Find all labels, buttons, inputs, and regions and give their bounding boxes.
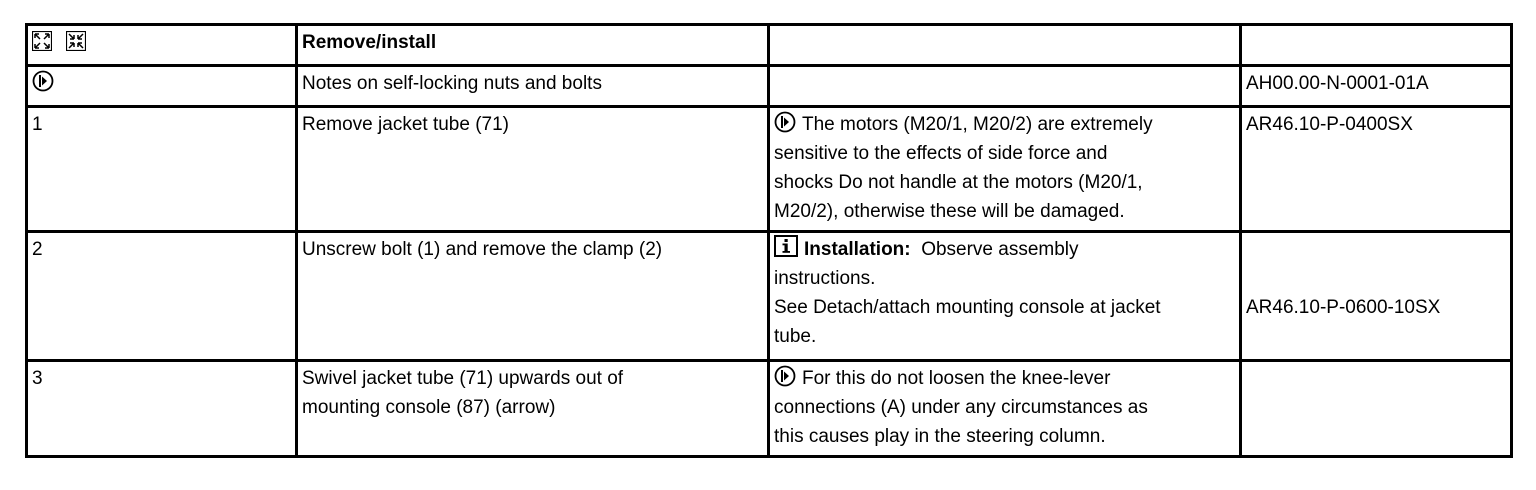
step-cell: [27, 66, 297, 107]
note-cell: [769, 66, 1241, 107]
note-label: Installation:: [804, 239, 911, 260]
reference-link[interactable]: AH00.00-N-0001-01A: [1241, 66, 1512, 107]
collapse-icon[interactable]: [66, 31, 86, 51]
action-cell: Remove jacket tube (71): [297, 107, 769, 232]
procedure-table: [25, 23, 1513, 458]
step-number: 2: [27, 232, 297, 361]
info-icon: [774, 235, 798, 257]
table-row: [27, 107, 1512, 232]
action-cell: Unscrew bolt (1) and remove the clamp (2): [297, 232, 769, 361]
note-arrow-icon: [32, 70, 54, 92]
note-line[interactable]: tube.: [774, 326, 817, 347]
step-number: 1: [27, 107, 297, 232]
note-line: sensitive to the effects of side force and: [774, 143, 1108, 164]
note-cell: [769, 361, 1241, 457]
table-row: [27, 66, 1512, 107]
table-row: [27, 232, 1512, 361]
header-notes-cell: [769, 25, 1241, 66]
action-cell: [297, 361, 769, 457]
step-number: 3: [27, 361, 297, 457]
note-line: shocks Do not handle at the motors (M20/1,: [774, 172, 1143, 193]
note-line: this causes play in the steering column.: [774, 426, 1106, 447]
reference-cell: [1241, 361, 1512, 457]
note-line: Observe assembly: [921, 239, 1079, 260]
reference-link[interactable]: AR46.10-P-0600-10SX: [1246, 297, 1441, 318]
action-line: Swivel jacket tube (71) upwards out of: [302, 368, 624, 389]
note-line: connections (A) under any circumstances as: [774, 397, 1148, 418]
action-line: mounting console (87) (arrow): [302, 397, 556, 418]
header-ref-cell: [1241, 25, 1512, 66]
note-line: instructions.: [774, 268, 876, 289]
note-cell: [769, 232, 1241, 361]
header-row: [27, 25, 1512, 66]
note-line: M20/2), otherwise these will be damaged.: [774, 201, 1125, 222]
header-title: Remove/install: [297, 25, 769, 66]
expand-icon[interactable]: [32, 31, 52, 51]
table-row: [27, 361, 1512, 457]
note-arrow-icon: [774, 111, 796, 133]
reference-cell: [1241, 232, 1512, 361]
note-line: For this do not loosen the knee-lever: [802, 368, 1111, 389]
note-line: The motors (M20/1, M20/2) are extremely: [802, 114, 1153, 135]
action-cell: Notes on self-locking nuts and bolts: [297, 66, 769, 107]
note-line[interactable]: See Detach/attach mounting console at jacket: [774, 297, 1161, 318]
note-arrow-icon: [774, 365, 796, 387]
header-icons-cell: [27, 25, 297, 66]
note-cell: [769, 107, 1241, 232]
reference-link[interactable]: AR46.10-P-0400SX: [1241, 107, 1512, 232]
